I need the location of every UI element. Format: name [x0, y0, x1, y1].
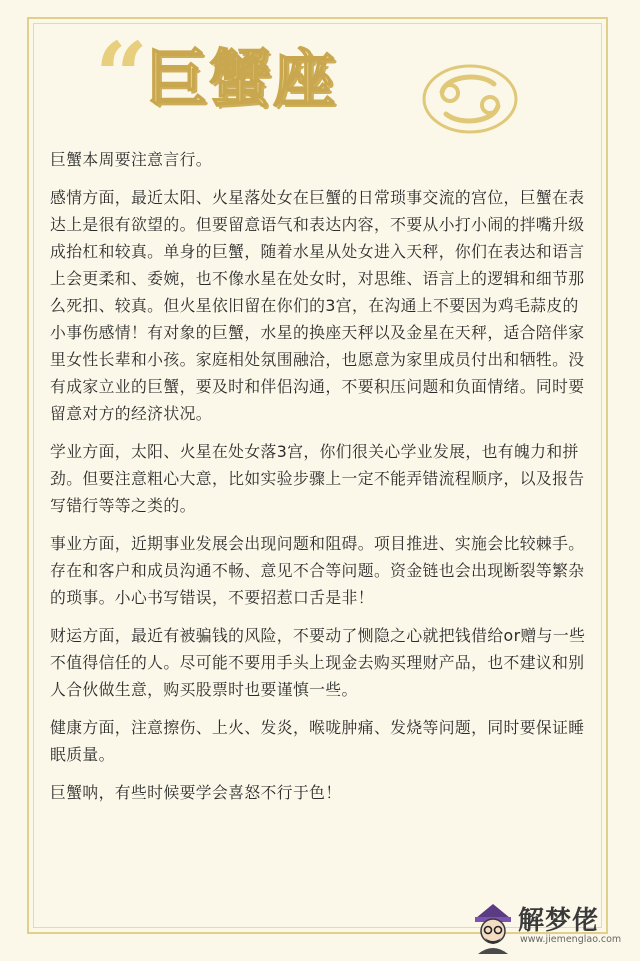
- paragraph-career: 事业方面，近期事业发展会出现问题和阻碍。项目推进、实施会比较棘手。存在和客户和成员沟通不畅、意见不合等问题。资金链也会出现断裂等繁杂的琐事。小心书写错误，不要招惹口舌是非！: [50, 534, 585, 607]
- paragraph-love: 感情方面，最近太阳、火星落处女在巨蟹的日常琐事交流的宫位，巨蟹在表达上是很有欲望的。但要留意语气和表达内容，不要从小打小闹的拌嘴升级成抬杠和较真。单身的巨蟹，随着水星从处女进入天秤，你们在表达和语言上会更柔和、委婉，也不像水星在处女时，对思维、语言上的逻辑和细节那么死扣、较真。但火星依旧留在你们的3宫，在沟通上不要因为鸡毛蒜皮的小事伤感情！有对象的巨蟹，水星的换座天秤以及金星在天秤，适合陪伴家里女性长辈和小孩。家庭相处氛围融洽，也愿意为家里成员付出和牺牲。没有成家立业的巨蟹，要及时和伴侣沟通，不要积压问题和负面情绪。同时要留意对方的经济状况。: [50, 188, 585, 423]
- paragraph-intro: 巨蟹本周要注意言行。: [50, 150, 212, 169]
- fortune-teller-avatar-icon: [470, 900, 516, 956]
- watermark-name: 解梦佬: [518, 906, 600, 936]
- cancer-zodiac-icon: [420, 62, 520, 136]
- paragraph-study: 学业方面，太阳、火星在处女落3宫，你们很关心学业发展，也有魄力和拼劲。但要注意粗心大意，比如实验步骤上一定不能弄错流程顺序，以及报告写错行等等之类的。: [50, 442, 585, 515]
- paragraph-wealth: 财运方面，最近有被骗钱的风险，不要动了恻隐之心就把钱借给or赠与一些不值得信任的人。尽可能不要用手头上现金去购买理财产品，也不建议和别人合伙做生意，购买股票时也要谨慎一些。: [50, 626, 586, 699]
- page-title: 巨蟹座: [145, 42, 338, 115]
- watermark: [466, 898, 636, 958]
- paragraph-closing: 巨蟹呐，有些时候要学会喜怒不行于色！: [50, 783, 342, 802]
- watermark-url: www.jiemenglao.com: [520, 934, 622, 945]
- article-body: [50, 146, 586, 817]
- paragraph-health: 健康方面，注意擦伤、上火、发炎，喉咙肿痛、发烧等问题，同时要保证睡眠质量。: [50, 718, 585, 764]
- quote-mark-icon: “: [95, 22, 148, 130]
